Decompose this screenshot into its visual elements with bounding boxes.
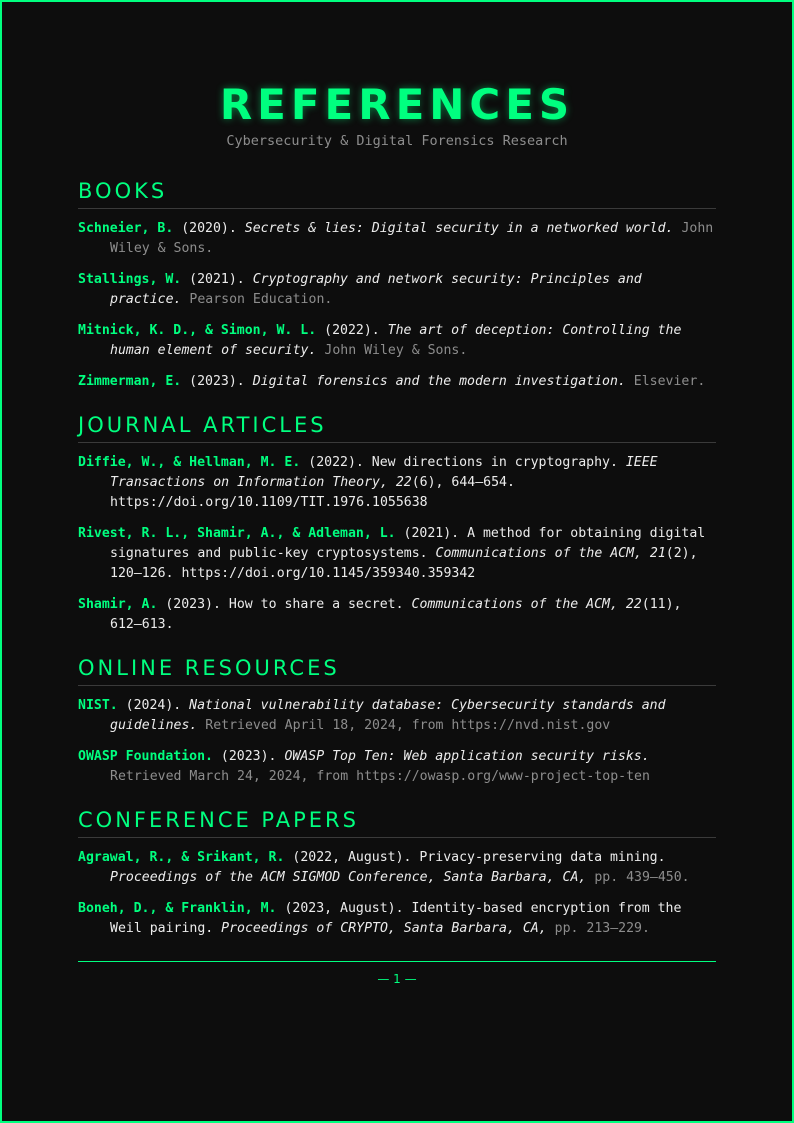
reference-article-title: A method for obtaining digital signatures and public-key cryptosystems. [110,526,706,561]
reference-author: Stallings, W. [78,272,182,287]
reference-author: Rivest, R. L., Shamir, A., & Adleman, L. [78,526,396,541]
reference-item [78,899,716,939]
reference-publisher: Elsevier. [625,374,706,389]
reference-journal: Communications of the ACM, 22 [411,597,642,612]
reference-year: (2023, August). [276,901,412,916]
reference-year: (2021). [395,526,468,541]
reference-paper-title: Privacy-preserving data mining. [419,850,666,865]
reference-item [78,747,716,787]
reference-pages: pp. 439–450. [586,870,690,885]
reference-title: The art of deception: Controlling the human element of security. [110,323,682,358]
section-heading: JOURNAL ARTICLES [78,412,716,443]
reference-details: (11), 612–613. [110,597,682,632]
reference-year: (2023). [181,374,253,389]
reference-title: National vulnerability database: Cybersecurity standards and guidelines. [110,698,666,733]
reference-item [78,219,716,259]
reference-year: (2023). [212,749,285,764]
reference-item [78,372,716,392]
section-conference-papers [78,807,716,939]
reference-proceedings: Proceedings of CRYPTO, Santa Barbara, CA, [221,921,547,936]
reference-article-title: How to share a secret. [228,597,412,612]
page-number: — 1 — [78,961,716,986]
reference-pages: pp. 213–229. [546,921,650,936]
reference-year: (2022). [316,323,388,338]
reference-journal: Communications of the ACM, 21 [435,546,666,561]
section-journal-articles [78,412,716,635]
reference-author: Diffie, W., & Hellman, M. E. [78,455,301,470]
reference-publisher: John Wiley & Sons. [110,221,714,256]
reference-title: Digital forensics and the modern investigation. [252,374,626,389]
reference-author: Zimmerman, E. [78,374,182,389]
reference-year: (2022). [300,455,372,470]
reference-item [78,595,716,635]
reference-title: Secrets & lies: Digital security in a networked world. [244,221,674,236]
reference-author: NIST. [78,698,118,713]
reference-author: Agrawal, R., & Srikant, R. [78,850,285,865]
reference-item [78,524,716,584]
reference-paper-title: Identity-based encryption from the Weil pairing. [110,901,682,936]
reference-author: OWASP Foundation. [78,749,213,764]
reference-details: (6), 644–654. https://doi.org/10.1109/TIT.1976.1055638 [110,475,515,510]
reference-item [78,848,716,888]
reference-retrieved: Retrieved April 18, 2024, from https://nvd.nist.gov [197,718,611,733]
reference-publisher: John Wiley & Sons. [316,343,468,358]
section-heading: CONFERENCE PAPERS [78,807,716,838]
reference-year: (2023). [157,597,229,612]
reference-title: OWASP Top Ten: Web application security risks. [284,749,650,764]
reference-year: (2024). [117,698,190,713]
section-heading: BOOKS [78,178,716,209]
section-books [78,178,716,392]
reference-article-title: New directions in cryptography. [371,455,626,470]
reference-retrieved: Retrieved March 24, 2024, from https://owasp.org/www-project-top-ten [110,769,650,784]
reference-year: (2021). [181,272,253,287]
section-online-resources [78,655,716,787]
reference-author: Schneier, B. [78,221,174,236]
reference-author: Mitnick, K. D., & Simon, W. L. [78,323,317,338]
reference-item [78,696,716,736]
reference-year: (2022, August). [284,850,420,865]
reference-item [78,270,716,310]
reference-author: Shamir, A. [78,597,158,612]
reference-proceedings: Proceedings of the ACM SIGMOD Conference, Santa Barbara, CA, [110,870,587,885]
reference-title: Cryptography and network security: Principles and practice. [110,272,642,307]
page-title: REFERENCES [219,80,575,129]
reference-author: Boneh, D., & Franklin, M. [78,901,277,916]
references-page [78,2,716,986]
reference-journal: IEEE Transactions on Information Theory, 22 [110,455,658,490]
reference-publisher: Pearson Education. [181,292,333,307]
reference-details: (2), 120–126. https://doi.org/10.1145/359340.359342 [110,546,698,581]
reference-item [78,453,716,513]
reference-year: (2020). [173,221,245,236]
section-heading: ONLINE RESOURCES [78,655,716,686]
page-subtitle: Cybersecurity & Digital Forensics Research [226,133,568,149]
reference-item [78,321,716,361]
